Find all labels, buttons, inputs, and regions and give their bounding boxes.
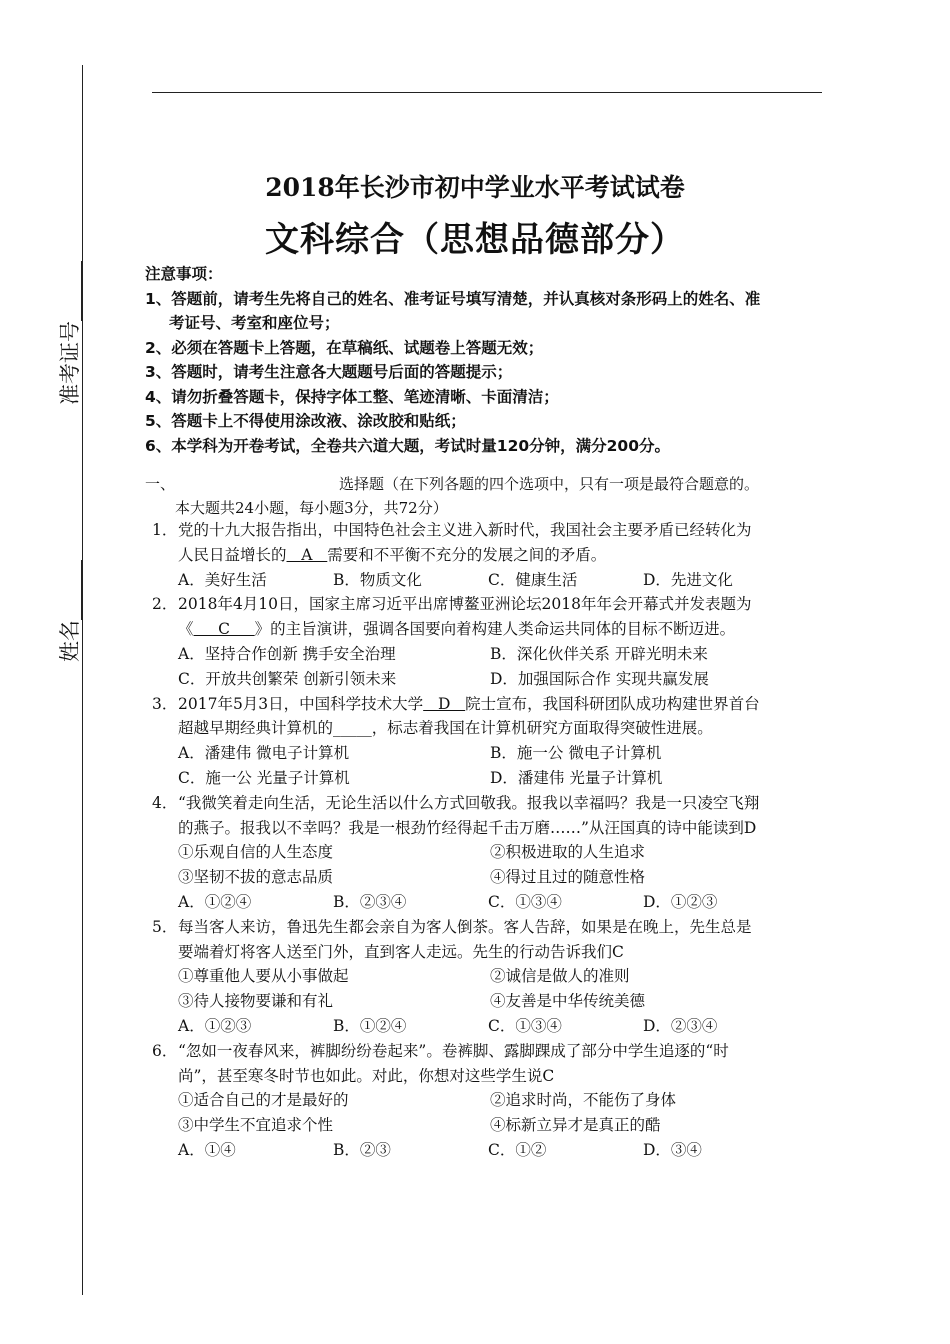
option-d: D．加强国际合作 实现共赢发展 xyxy=(490,669,709,688)
notice-item: 考证号、考室和座位号； xyxy=(169,314,340,332)
option-a: A．坚持合作创新 携手安全治理 xyxy=(178,644,396,663)
statement: ③中学生不宜追求个性 xyxy=(178,1116,334,1135)
option-row xyxy=(152,1014,822,1039)
statement: ④标新立异才是真正的酷 xyxy=(490,1116,661,1135)
option-b: B．施一公 微电子计算机 xyxy=(490,744,662,763)
question-3 xyxy=(152,692,822,791)
section-marker: 一、 xyxy=(145,475,176,493)
option-row xyxy=(152,741,822,766)
option-d: D．①②③ xyxy=(643,892,718,911)
question-text: “忽如一夜春风来，裤脚纷纷卷起来”。卷裤脚、露脚踝成了部分中学生追逐的“时 xyxy=(178,1041,729,1060)
fill-blank: _____ xyxy=(333,719,372,738)
statement: ③待人接物要谦和有礼 xyxy=(178,992,334,1011)
notice-item: 6、本学科为开卷考试，全卷共六道大题，考试时量120分钟，满分200分。 xyxy=(145,436,670,455)
option-c: C．①② xyxy=(488,1140,547,1159)
question-text: 《 xyxy=(178,620,194,639)
notice-item: 1、答题前，请考生先将自己的姓名、准考证号填写清楚，并认真核对条形码上的姓名、准 xyxy=(145,289,761,308)
statement-row xyxy=(152,964,822,989)
question-5 xyxy=(152,915,822,1039)
header-rule xyxy=(152,92,822,93)
exam-title: 2018年长沙市初中学业水平考试试卷 xyxy=(265,173,685,202)
question-1 xyxy=(152,518,822,592)
answer-blank: A xyxy=(286,545,328,564)
statement: ②积极进取的人生追求 xyxy=(490,843,646,862)
notice-heading: 注意事项： xyxy=(145,265,223,283)
notice-item: 3、答题时，请考生注意各大题题号后面的答题提示； xyxy=(145,363,513,381)
question-list xyxy=(152,518,822,1163)
answer-blank: C xyxy=(193,620,255,639)
question-text: 超越早期经典计算机的 xyxy=(178,719,334,738)
option-row xyxy=(152,642,822,667)
statement: ③坚韧不拔的意志品质 xyxy=(178,868,334,887)
question-number: 5． xyxy=(152,917,178,936)
option-b: B．深化伙伴关系 开辟光明未来 xyxy=(490,644,708,663)
option-a: A．潘建伟 微电子计算机 xyxy=(178,744,350,763)
option-row xyxy=(152,1138,822,1163)
question-text: 院士宣布，我国科研团队成功构建世界首台 xyxy=(465,694,760,713)
option-row xyxy=(152,568,822,593)
name-blank xyxy=(63,560,82,620)
section-scoring: 本大题共24小题，每小题3分，共72分） xyxy=(175,499,448,517)
option-row xyxy=(152,890,822,915)
option-b: B．物质文化 xyxy=(333,570,422,589)
name-label xyxy=(58,620,82,662)
notice-block xyxy=(145,262,825,458)
statement-row xyxy=(152,989,822,1014)
question-6 xyxy=(152,1039,822,1163)
statement: ④得过且过的随意性格 xyxy=(490,868,646,887)
question-text: 要端着灯将客人送至门外，直到客人走远。先生的行动告诉我们C xyxy=(178,942,624,961)
option-d: D．②③④ xyxy=(643,1016,718,1035)
option-row xyxy=(152,667,822,692)
option-d: D．潘建伟 光量子计算机 xyxy=(490,768,663,787)
question-text: 尚”，甚至寒冬时节也如此。对此，你想对这些学生说C xyxy=(178,1066,555,1085)
question-2 xyxy=(152,592,822,691)
question-text: 需要和不平衡不充分的发展之间的矛盾。 xyxy=(327,545,607,564)
statement: ②追求时尚，不能伤了身体 xyxy=(490,1091,677,1110)
statement: ②诚信是做人的准则 xyxy=(490,967,630,986)
question-text: 2017年5月3日，中国科学技术大学 xyxy=(178,694,424,713)
question-text: 的燕子。报我以不幸吗？我是一根劲竹经得起千击万磨……”从汪国真的诗中能读到D xyxy=(178,818,757,837)
option-c: C．施一公 光量子计算机 xyxy=(178,768,350,787)
option-b: B．②③④ xyxy=(333,892,407,911)
question-number: 2． xyxy=(152,595,178,614)
question-text: 党的十九大报告指出，中国特色社会主义进入新时代，我国社会主要矛盾已经转化为 xyxy=(178,521,752,539)
option-c: C．①③④ xyxy=(488,892,562,911)
statement-row xyxy=(152,1088,822,1113)
section-instruction: 选择题（在下列各题的四个选项中，只有一项是最符合题意的。 xyxy=(339,475,760,493)
question-text: 》的主旨演讲，强调各国要向着构建人类命运共同体的目标不断迈进。 xyxy=(254,620,736,639)
question-number: 1． xyxy=(152,521,178,539)
answer-blank: D xyxy=(423,694,466,713)
option-c: C．①③④ xyxy=(488,1016,562,1035)
option-d: D．③④ xyxy=(643,1140,702,1159)
question-4 xyxy=(152,791,822,915)
statement-row xyxy=(152,840,822,865)
statement: ①尊重他人要从小事做起 xyxy=(178,967,349,986)
exam-id-blank xyxy=(63,261,82,321)
question-text: 每当客人来访，鲁迅先生都会亲自为客人倒茶。客人告辞，如果是在晚上，先生总是 xyxy=(178,917,752,936)
question-text: 人民日益增长的 xyxy=(178,545,287,564)
question-text: “我微笑着走向生活，无论生活以什么方式回敬我。报我以幸福吗？我是一只凌空飞翔 xyxy=(178,793,760,812)
exam-subtitle: 文科综合（思想品德部分） xyxy=(265,220,685,260)
exam-id-text: 准考证号 xyxy=(58,321,82,405)
option-d: D．先进文化 xyxy=(643,570,733,589)
statement: ①乐观自信的人生态度 xyxy=(178,843,334,862)
statement-row xyxy=(152,1113,822,1138)
notice-item: 2、必须在答题卡上答题，在草稿纸、试题卷上答题无效； xyxy=(145,338,544,357)
statement-row xyxy=(152,865,822,890)
notice-item: 5、答题卡上不得使用涂改液、涂改胶和贴纸； xyxy=(145,412,466,430)
question-number: 6． xyxy=(152,1041,178,1060)
option-a: A．①②④ xyxy=(178,892,252,911)
question-number: 3． xyxy=(152,694,178,713)
statement: ①适合自己的才是最好的 xyxy=(178,1091,349,1110)
option-row xyxy=(152,766,822,791)
option-c: C．开放共创繁荣 创新引领未来 xyxy=(178,669,397,688)
name-text: 姓名 xyxy=(58,620,82,662)
question-number: 4． xyxy=(152,793,178,812)
notice-item: 4、请勿折叠答题卡，保持字体工整、笔迹清晰、卡面清洁； xyxy=(145,387,559,406)
option-a: A．①④ xyxy=(178,1140,236,1159)
option-b: B．②③ xyxy=(333,1140,391,1159)
option-b: B．①②④ xyxy=(333,1016,407,1035)
section-one-header xyxy=(145,472,825,520)
statement: ④友善是中华传统美德 xyxy=(490,992,646,1011)
option-c: C．健康生活 xyxy=(488,570,578,589)
option-a: A．美好生活 xyxy=(178,570,267,589)
question-text: ，标志着我国在计算机研究方面取得突破性进展。 xyxy=(371,719,713,738)
option-a: A．①②③ xyxy=(178,1016,252,1035)
question-text: 2018年4月10日，国家主席习近平出席博鳌亚洲论坛2018年年会开幕式并发表题为 xyxy=(178,595,752,614)
exam-id-label xyxy=(58,321,82,405)
